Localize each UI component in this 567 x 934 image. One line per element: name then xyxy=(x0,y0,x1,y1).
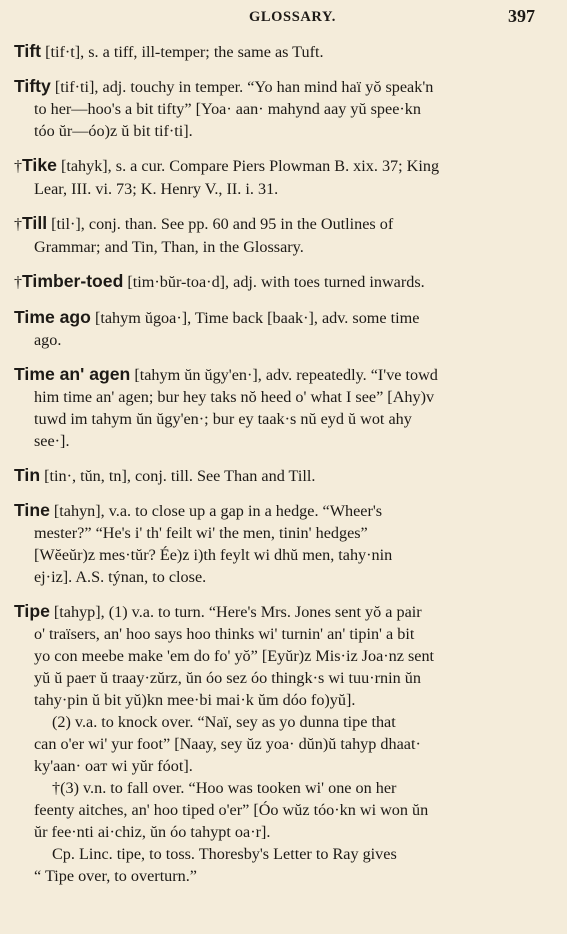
entry-time-ago xyxy=(14,306,541,351)
running-head-title: GLOSSARY. xyxy=(249,9,336,25)
running-head xyxy=(14,0,541,40)
headword: Timber-toed xyxy=(22,271,124,291)
entry-text: [tahyp], (1) v.a. to turn. “Here's Mrs. Jones sent yŏ a pair xyxy=(53,603,422,621)
entry-text: [Wĕeŭr)z mes·tŭr? Ée)z i)th feylt wi dhŭ men, tahy·nin xyxy=(34,546,393,564)
entry-text: Lear, III. vi. 73; K. Henry V., II. i. 31. xyxy=(34,180,279,198)
comparison-note: “ Tipe over, to overturn.” xyxy=(34,867,197,885)
entry-tifty xyxy=(14,75,541,142)
entry-timber-toed xyxy=(14,270,541,294)
sense-3-text: ŭr fee·nti ai·chiz, ŭn óo tahypt oa·r]. xyxy=(34,823,271,841)
comparison-note: Cp. Linc. tipe, to toss. Thoresby's Letter to Ray gives xyxy=(52,845,397,863)
entry-tift xyxy=(14,40,541,63)
entry-tipe xyxy=(14,600,541,887)
page-number: 397 xyxy=(508,6,535,26)
sense-2-text: can o'er wi' yur foot” [Naay, sey ŭz yoa· dŭn)ŭ tahyp dhaat· xyxy=(34,735,421,753)
entry-text: tuwd im tahym ŭn ŭgy'en·; bur ey taak·s nŭ eyd ŭ wot ahy xyxy=(34,410,412,428)
entry-text: ago. xyxy=(34,331,62,349)
headword: Tipe xyxy=(14,601,50,621)
entry-text: Grammar; and Tin, Than, in the Glossary. xyxy=(34,238,304,256)
headword: Tine xyxy=(14,500,50,520)
sense-3-text: feenty aitches, an' hoo tiped o'er” [Óo wŭz tóo·kn wi won ŭn xyxy=(34,801,429,819)
entry-till xyxy=(14,212,541,258)
entry-text: [tahyk], s. a cur. Compare Piers Plowman B. xix. 37; King xyxy=(60,157,440,175)
headword: Tin xyxy=(14,465,41,485)
entry-text: [tif·ti], adj. touchy in temper. “Yo han mind haï yŏ speak'n xyxy=(54,78,434,96)
obsolete-dagger: † xyxy=(14,274,22,291)
entry-text: [tahyn], v.a. to close up a gap in a hedge. “Wheer's xyxy=(53,502,383,520)
entry-text: [til·], conj. than. See pp. 60 and 95 in the Outlines of xyxy=(51,215,394,233)
headword: Tike xyxy=(22,155,57,175)
headword: Till xyxy=(22,213,48,233)
sense-3-text: †(3) v.n. to fall over. “Hoo was tooken wi' one on her xyxy=(52,779,397,797)
entry-text: yŭ ŭ paeᴛ ŭ traay·zŭrz, ŭn óo sez óo thingk·s wi tuu·rnin ŭn xyxy=(34,669,421,687)
entry-tin xyxy=(14,464,541,487)
entry-text: tóo ŭr—óo)z ŭ bit tif·ti]. xyxy=(34,122,193,140)
entry-text: mester?” “He's i' th' feilt wi' the men, tinin' hedges” xyxy=(34,524,368,542)
entry-text: tahy·pin ŭ bit yŭ)kn mee·bi mai·k ŭm dóo fo)yŭ]. xyxy=(34,691,356,709)
headword: Time an' agen xyxy=(14,364,131,384)
obsolete-dagger: † xyxy=(14,216,22,233)
entry-text: him time an' agen; bur hey taks nŏ heed o' what I see” [Ahy)v xyxy=(34,388,435,406)
headword: Tift xyxy=(14,41,42,61)
headword: Time ago xyxy=(14,307,91,327)
entry-tine xyxy=(14,499,541,588)
entry-text: [tif·t], s. a tiff, ill-temper; the same as Tuft. xyxy=(45,43,324,61)
entry-text: [tahym ŭn ŭgy'en·], adv. repeatedly. “I've towd xyxy=(134,366,438,384)
headword: Tifty xyxy=(14,76,51,96)
entry-tike xyxy=(14,154,541,200)
obsolete-dagger: † xyxy=(14,158,22,175)
sense-2-text: ky'aan· oaᴛ wi yŭr fóot]. xyxy=(34,757,193,775)
entry-text: [tahym ŭgoa·], Time back [baak·], adv. some time xyxy=(94,309,420,327)
entry-text: [tin·, tŭn, tn], conj. till. See Than and Till. xyxy=(44,467,316,485)
entry-text: ej·iz]. A.S. týnan, to close. xyxy=(34,568,207,586)
sense-2-text: (2) v.a. to knock over. “Naï, sey as yo dunna tipe that xyxy=(52,713,396,731)
entry-text: [tim·bŭr-toa·d], adj. with toes turned inwards. xyxy=(127,273,425,291)
entry-text: o' traïsers, an' hoo says hoo thinks wi' turnin' an' tipin' a bit xyxy=(34,625,415,643)
entry-text: to her—hoo's a bit tifty” [Yoa· aan· mahynd aay yŭ spee·kn xyxy=(34,100,421,118)
entry-text: see·]. xyxy=(34,432,70,450)
entry-text: yo con meebe make 'em do fo' yŏ” [Eyŭr)z Mis·iz Joa·nz sent xyxy=(34,647,435,665)
entry-time-an-agen xyxy=(14,363,541,452)
